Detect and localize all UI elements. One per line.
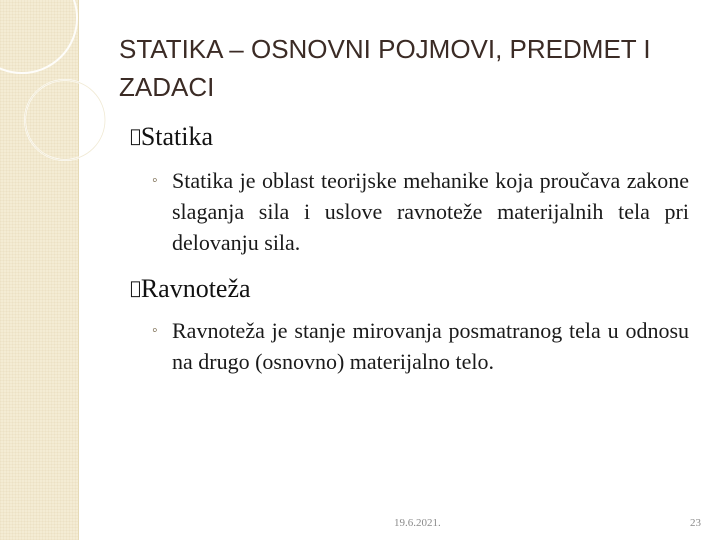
bullet-box-icon xyxy=(130,126,141,147)
heading-text: Statika xyxy=(130,122,203,151)
circle-bullet-icon: ◦ xyxy=(152,172,158,189)
slide-number: 23 xyxy=(690,517,701,529)
section-body-statika xyxy=(152,165,689,258)
slide-title: STATIKA – OSNOVNI POJMOVI, PREDMET I ZADACI xyxy=(119,34,651,102)
bullet-box-icon xyxy=(130,278,141,299)
body-text: Statika je oblast teorijske mehanike koja proučava zakone slaganja sila i uslove ravnoteže materijalnih tela pri delovanju sila. xyxy=(172,168,689,255)
circle-bullet-icon: ◦ xyxy=(152,322,158,339)
heading-text: Ravnoteža xyxy=(130,274,240,303)
section-heading-ravnoteza xyxy=(130,274,690,304)
section-body-ravnoteza xyxy=(152,315,689,377)
decorative-circle-small xyxy=(25,80,105,160)
footer-date: 19.6.2021. xyxy=(394,517,441,529)
section-heading-statika xyxy=(130,122,690,152)
body-text: Ravnoteža je stanje mirovanja posmatranog tela u odnosu na drugo (osnovno) materijalno telo. xyxy=(172,318,689,374)
decorative-circle-large xyxy=(0,0,77,73)
